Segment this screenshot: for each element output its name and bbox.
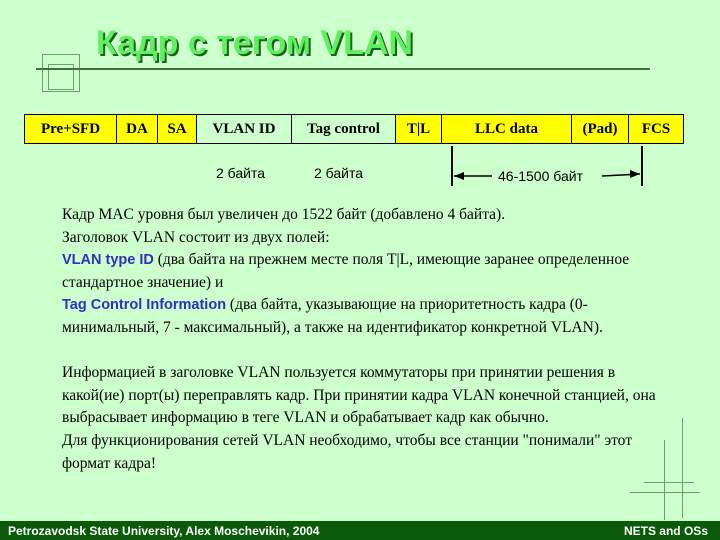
body-line-2: Заголовок VLAN состоит из двух полей: xyxy=(62,228,330,246)
size-label-llc-data: 46-1500 байт xyxy=(498,168,583,184)
field-tl: T|L xyxy=(396,115,442,143)
vlan-type-paragraph xyxy=(62,249,662,294)
vlan-type-term: VLAN type ID xyxy=(62,252,154,269)
size-label-tag-control: 2 байта xyxy=(314,165,364,181)
field-da: DA xyxy=(117,115,158,143)
footer-course: NETS and OSs xyxy=(623,523,708,538)
size-label-vlan-id: 2 байта xyxy=(216,165,266,181)
tag-control-term: Tag Control Information xyxy=(62,297,227,314)
field-sa: SA xyxy=(158,115,197,143)
field-tag-control: Tag control xyxy=(292,115,396,143)
vlan-type-desc: (два байта на прежнем месте поля T|L, имеющие заранее определенное стандартное значение) и xyxy=(62,251,630,291)
tag-control-paragraph xyxy=(62,294,662,339)
footer-credit: Petrozavodsk State University, Alex Moschevikin, 2004 xyxy=(8,523,320,538)
body-paragraph-3: Для функционирования сетей VLAN необходимо, чтобы все станции "понимали" этот формат кадра! xyxy=(62,431,633,472)
paragraph-gap xyxy=(62,340,662,363)
body-line-1: Кадр MAC уровня был увеличен до 1522 байт (добавлено 4 байта). xyxy=(62,206,506,223)
body-paragraph-2: Информацией в заголовке VLAN пользуется коммутаторы при принятии решения в какой(ие) порт(ы) переправлять кадр. При принятии кадра VLAN конечной станцией, она выбрасывает информацию в теге VLAN и обрабатывает кадр как обычно. xyxy=(62,364,656,427)
footer-bar xyxy=(0,521,720,540)
title-underline xyxy=(36,68,650,70)
llc-size-arrow xyxy=(440,140,660,190)
field-pad: (Pad) xyxy=(572,115,629,143)
decorative-line xyxy=(644,482,694,483)
decorative-line xyxy=(630,492,700,493)
decorative-line xyxy=(664,440,665,520)
tag-control-desc: (два байта, указывающие на приоритетность кадра (0-минимальный, 7 - максимальный), а также на идентификатор конкретной VLAN). xyxy=(62,296,603,336)
decorative-line xyxy=(682,418,683,518)
field-llc-data: LLC data xyxy=(442,115,572,143)
field-vlan-id: VLAN ID xyxy=(197,115,292,143)
slide-title: Кадр с тегом VLAN xyxy=(96,24,413,62)
field-fcs: FCS xyxy=(629,115,683,143)
slide-body xyxy=(62,204,662,475)
field-pre-sfd: Pre+SFD xyxy=(25,115,117,143)
